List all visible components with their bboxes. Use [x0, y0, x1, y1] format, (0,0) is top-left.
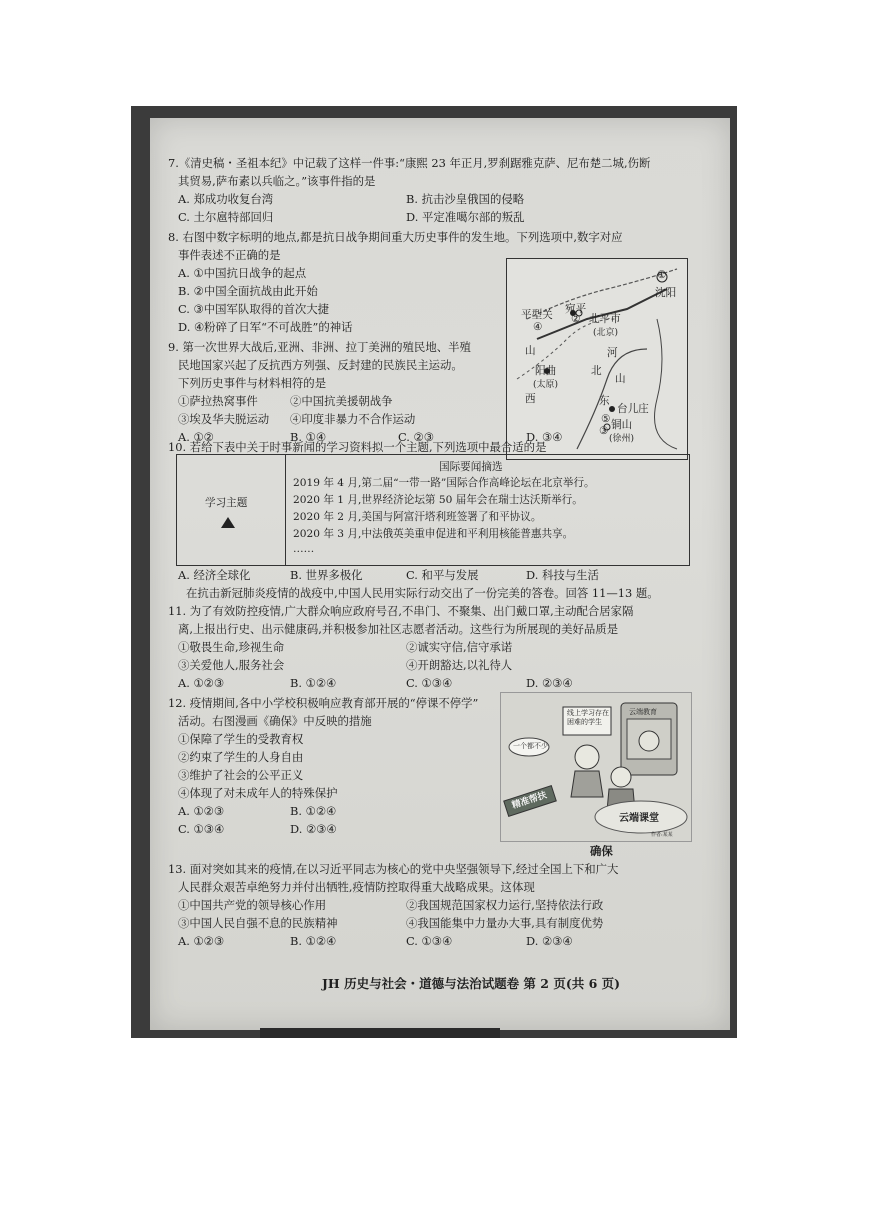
q8-option-d: D. ④粉碎了日军“不可战胜”的神话 — [178, 320, 353, 334]
comic-bubble-text: 一个都不少 — [513, 742, 548, 750]
comic-assure — [500, 692, 692, 842]
q10-option-c: C. 和平与发展 — [406, 568, 479, 582]
q7-stem-line2: 其贸易,萨布素以兵临之。”该事件指的是 — [178, 174, 376, 188]
map-marker-4: ④ — [533, 321, 543, 333]
map-label-taiyuan: (太原) — [533, 380, 559, 390]
q10-option-b: B. 世界多极化 — [290, 568, 363, 582]
map-label-yangqu: 阳曲 — [535, 365, 557, 377]
exam-page — [150, 118, 730, 1030]
comic-credit: 作者:某某 — [651, 832, 673, 838]
map-label-shan: 山 — [525, 345, 536, 357]
comic-caption: 确保 — [590, 844, 613, 858]
q9-item-3: ③埃及华夫脱运动 — [178, 412, 270, 426]
q11-option-c: C. ①③④ — [406, 676, 453, 690]
q10-option-d: D. 科技与生活 — [526, 568, 599, 582]
q7-option-a: A. 郑成功收复台湾 — [178, 192, 274, 206]
q10-blank-triangle — [221, 517, 235, 528]
q12-item-2: ②约束了学生的人身自由 — [178, 750, 304, 764]
q10-news-1: 2019 年 4 月,第二届“一带一路”国际合作高峰论坛在北京举行。 — [293, 477, 595, 489]
q9-option-d: D. ③④ — [526, 430, 563, 444]
q12-option-c: C. ①③④ — [178, 822, 225, 836]
q8-option-c: C. ③中国军队取得的首次大捷 — [178, 302, 330, 316]
map-label-xi: 西 — [525, 393, 536, 405]
q9-stem-line2: 民地国家兴起了反抗西方列强、反封建的民族民主运动。 — [178, 358, 463, 372]
q12-option-a: A. ①②③ — [178, 804, 225, 818]
q9-item-1: ①萨拉热窝事件 — [178, 394, 258, 408]
q13-option-a: A. ①②③ — [178, 934, 225, 948]
q13-item-4: ④我国能集中力量办大事,具有制度优势 — [406, 916, 604, 930]
q10-option-a: A. 经济全球化 — [178, 568, 251, 582]
q13-item-3: ③中国人民自强不息的民族精神 — [178, 916, 338, 930]
q11-item-4: ④开朗豁达,以礼待人 — [406, 658, 513, 672]
map-label-wanping: 宛平 — [565, 303, 587, 315]
q7-option-c: C. 土尔扈特部回归 — [178, 210, 274, 224]
map-marker-2: ② — [571, 313, 581, 325]
q12-item-1: ①保障了学生的受教育权 — [178, 732, 304, 746]
q11-item-2: ②诚实守信,信守承诺 — [406, 640, 513, 654]
q13-option-d: D. ②③④ — [526, 934, 573, 948]
page-footer: JH 历史与社会・道德与法治试题卷 第 2 页(共 6 页) — [322, 976, 621, 991]
q12-item-4: ④体现了对未成年人的特殊保护 — [178, 786, 338, 800]
q10-theme-label: 学习主题 — [205, 497, 248, 509]
q9-option-c: C. ②③ — [398, 430, 434, 444]
q12-item-3: ③维护了社会的公平正义 — [178, 768, 304, 782]
photo-bottom-edge — [260, 1028, 500, 1038]
map-label-xuzhou: (徐州) — [609, 434, 635, 444]
map-label-he: 河 — [607, 347, 618, 359]
q13-item-2: ②我国规范国家权力运行,坚持依法行政 — [406, 898, 604, 912]
q13-stem-line2: 人民群众艰苦卓绝努力并付出牺牲,疫情防控取得重大战略成果。这体现 — [178, 880, 535, 894]
q8-option-b: B. ②中国全面抗战由此开始 — [178, 284, 318, 298]
q9-item-4: ④印度非暴力不合作运动 — [290, 412, 416, 426]
q10-news-3: 2020 年 2 月,美国与阿富汗塔利班签署了和平协议。 — [293, 511, 542, 523]
q11-option-b: B. ①②④ — [290, 676, 337, 690]
q10-news-2: 2020 年 1 月,世界经济论坛第 50 届年会在瑞士达沃斯举行。 — [293, 494, 583, 506]
q8-option-a: A. ①中国抗日战争的起点 — [178, 266, 307, 280]
q13-option-b: B. ①②④ — [290, 934, 337, 948]
q11-stem-line2: 离,上报出行史、出示健康码,并积极参加社区志愿者活动。这些行为所展现的美好品质是 — [178, 622, 619, 636]
q12-stem-line2: 活动。右图漫画《确保》中反映的措施 — [178, 714, 372, 728]
map-marker-1: ① — [657, 269, 667, 281]
q8-stem-line2: 事件表述不正确的是 — [178, 248, 281, 262]
map-label-beiping: 北平市 — [589, 313, 621, 325]
q11-option-d: D. ②③④ — [526, 676, 573, 690]
map-label-bei: 北 — [591, 365, 602, 377]
q10-table-header: 国际要闻摘选 — [439, 461, 503, 473]
q11-option-a: A. ①②③ — [178, 676, 225, 690]
q7-option-b: B. 抗击沙皇俄国的侵略 — [406, 192, 525, 206]
q13-option-c: C. ①③④ — [406, 934, 453, 948]
q12-option-b: B. ①②④ — [290, 804, 337, 818]
q10-news-4: 2020 年 3 月,中法俄英美重申促进和平利用核能普惠共享。 — [293, 528, 574, 540]
q12-option-d: D. ②③④ — [290, 822, 337, 836]
comic-banner-text: 精准帮扶 — [510, 790, 549, 812]
map-label-beijing: (北京) — [593, 328, 619, 338]
q13-stem-line1: 13. 面对突如其来的疫情,在以习近平同志为核心的党中央坚强领导下,经过全国上下和广大 — [168, 862, 619, 876]
q10-stem: 10. 若给下表中关于时事新闻的学习资料拟一个主题,下列选项中最合适的是 — [168, 440, 547, 454]
comic-sign-text: 线上学习存在 困难的学生 — [567, 709, 609, 726]
comic-tv-text: 云端教育 — [629, 708, 657, 716]
q9-option-b: B. ①④ — [290, 430, 327, 444]
map-label-dong: 东 — [599, 395, 610, 407]
q10-news-5: …… — [293, 543, 315, 555]
q9-option-a: A. ①② — [178, 430, 214, 444]
map-label-tongshan: 铜山 — [611, 419, 633, 431]
q11-item-3: ③关爱他人,服务社会 — [178, 658, 285, 672]
q10-theme-cell — [177, 455, 286, 565]
q9-item-2: ②中国抗美援朝战争 — [290, 394, 393, 408]
map-label-shenyang: 沈阳 — [655, 287, 677, 299]
map-marker-3: ③ — [599, 425, 609, 437]
q9-stem-line1: 9. 第一次世界大战后,亚洲、非洲、拉丁美洲的殖民地、半殖 — [168, 340, 471, 354]
q13-item-1: ①中国共产党的领导核心作用 — [178, 898, 327, 912]
comic-cloud-text: 云端课堂 — [619, 813, 659, 824]
q11-stem-line1: 11. 为了有效防控疫情,广大群众响应政府号召,不串门、不聚集、出门戴口罩,主动配合居家隔 — [168, 604, 634, 618]
q11-item-1: ①敬畏生命,珍视生命 — [178, 640, 285, 654]
map-label-pingxingguan: 平型关 — [521, 309, 553, 321]
q9-stem-line3: 下列历史事件与材料相符的是 — [178, 376, 327, 390]
map-label-taierzhuang: 台儿庄 — [617, 403, 649, 415]
q10-news-table — [176, 454, 690, 566]
section-intro: 在抗击新冠肺炎疫情的战疫中,中国人民用实际行动交出了一份完美的答卷。回答 11—13 题。 — [186, 586, 659, 600]
q7-stem-line1: 7.《清史稿・圣祖本纪》中记载了这样一件事:“康熙 23 年正月,罗刹踞雅克萨、尼布楚二城,伤断 — [168, 156, 651, 170]
map-marker-5: ⑤ — [601, 413, 611, 425]
q12-stem-line1: 12. 疫情期间,各中小学校积极响应教育部开展的“停课不停学” — [168, 696, 479, 710]
q7-option-d: D. 平定准噶尔部的叛乱 — [406, 210, 525, 224]
map-label-shan2: 山 — [615, 373, 626, 385]
q8-stem-line1: 8. 右图中数字标明的地点,都是抗日战争期间重大历史事件的发生地。下列选项中,数字对应 — [168, 230, 623, 244]
